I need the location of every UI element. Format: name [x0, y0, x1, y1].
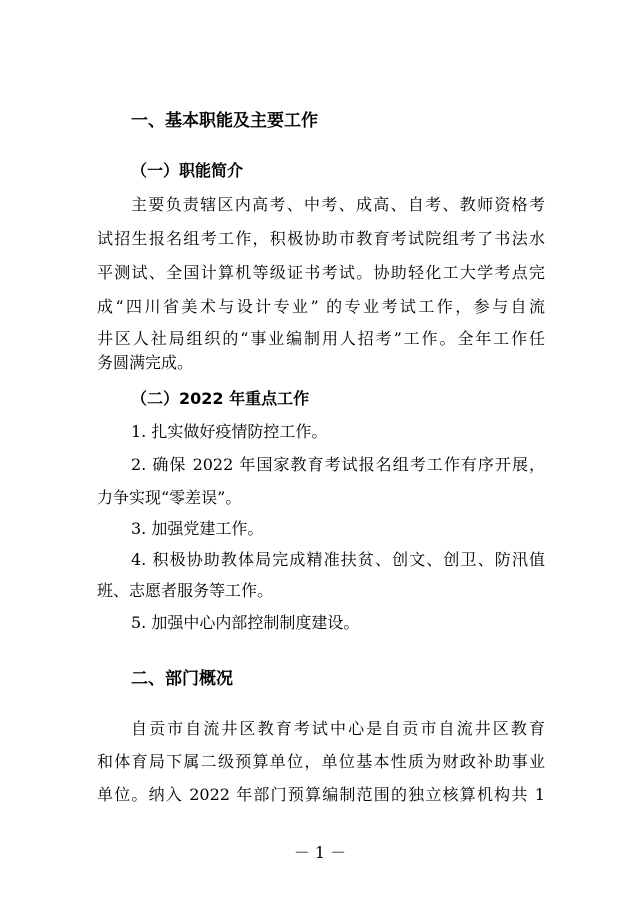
heading-department-overview: 二、部门概况	[131, 669, 233, 689]
list-item: 4. 积极协助教体局完成精准扶贫、创文、创卫、防汛值	[131, 550, 545, 569]
paragraph-line: 主要负责辖区内高考、中考、成高、自考、教师资格考	[131, 195, 545, 214]
list-item: 5. 加强中心内部控制制度建设。	[131, 613, 360, 632]
paragraph-line: 务圆满完成。	[97, 353, 194, 372]
section-title-key-work-2022: （二）2022 年重点工作	[131, 389, 310, 408]
list-item: 3. 加强党建工作。	[131, 519, 264, 538]
page-number: － 1 －	[293, 843, 347, 862]
paragraph-line: 成“四川省美术与设计专业” 的专业考试工作，参与自流	[97, 297, 545, 316]
list-item-continuation: 力争实现“零差误”。	[97, 488, 242, 507]
paragraph-line: 和体育局下属二级预算单位，单位基本性质为财政补助事业	[97, 752, 545, 771]
list-item-continuation: 班、志愿者服务等工作。	[97, 581, 274, 600]
list-item: 2. 确保 2022 年国家教育考试报名组考工作有序开展，	[131, 455, 545, 474]
list-item: 1. 扎实做好疫情防控工作。	[131, 422, 328, 441]
paragraph-line: 试招生报名组考工作，积极协助市教育考试院组考了书法水	[97, 229, 545, 248]
paragraph-line: 平测试、全国计算机等级证书考试。协助轻化工大学考点完	[97, 263, 545, 282]
heading-basic-functions: 一、基本职能及主要工作	[131, 111, 318, 131]
paragraph-line: 自贡市自流井区教育考试中心是自贡市自流井区教育	[131, 719, 545, 738]
paragraph-line: 井区人社局组织的“事业编制用人招考”工作。全年工作任	[97, 329, 545, 348]
section-title-function-intro: （一）职能简介	[131, 161, 244, 180]
paragraph-line: 单位。纳入 2022 年部门预算编制范围的独立核算机构共 1	[97, 785, 545, 804]
